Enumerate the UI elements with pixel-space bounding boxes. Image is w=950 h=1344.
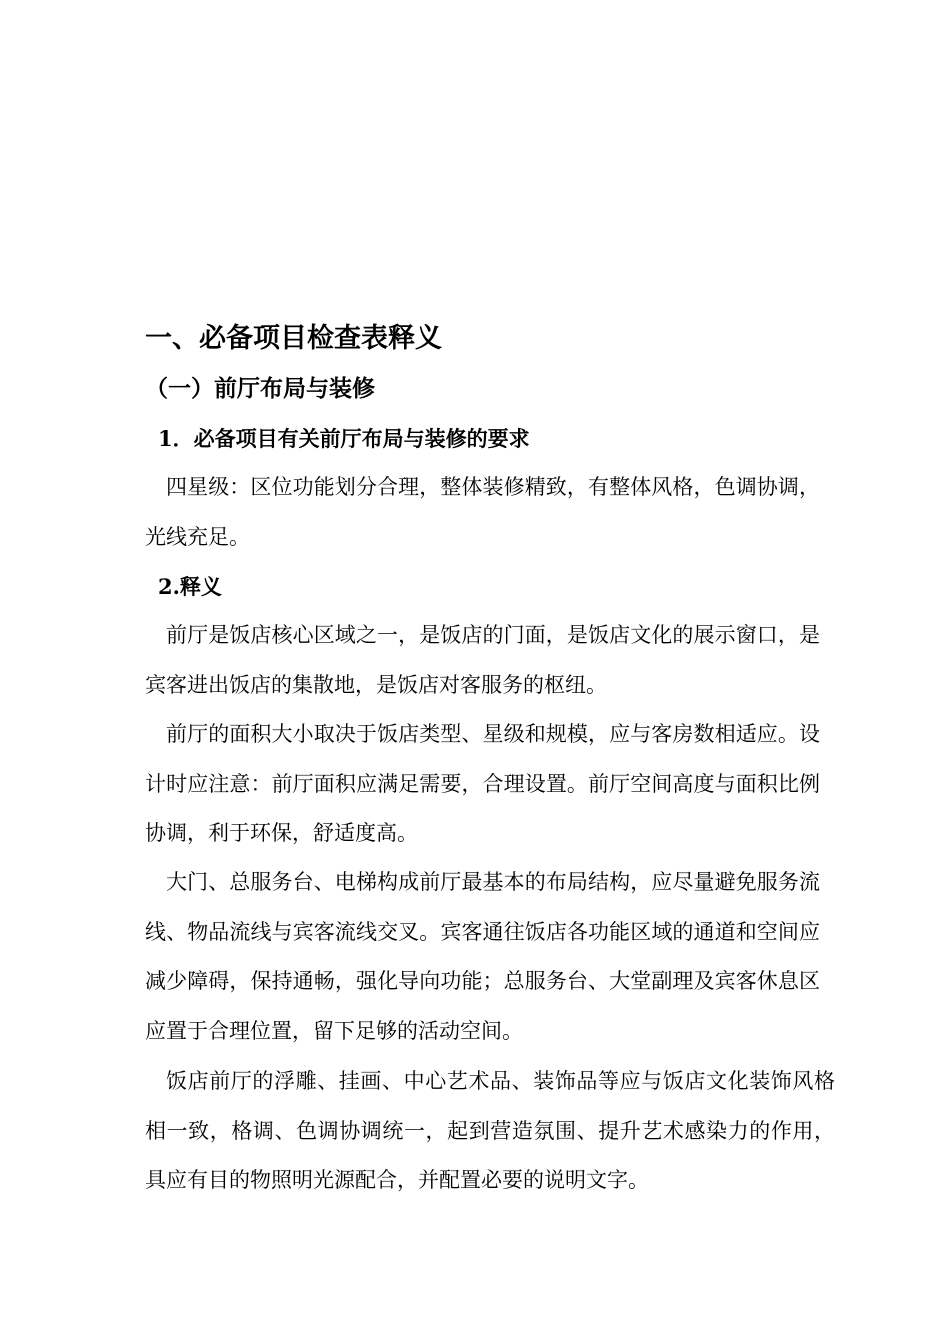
- paragraph-1: 前厅是饭店核心区域之一，是饭店的门面，是饭店文化的展示窗口，是宾客进出饭店的集散地，是饭店对客服务的枢纽。: [145, 623, 820, 697]
- paragraph-2: 前厅的面积大小取决于饭店类型、星级和规模，应与客房数相适应。设计时应注意：前厅面积应满足需要，合理设置。前厅空间高度与面积比例协调，利于环保，舒适度高。: [145, 722, 820, 845]
- item1-heading: 1．必备项目有关前厅布局与装修的要求: [158, 426, 530, 451]
- section-title: 一、必备项目检查表释义: [145, 323, 442, 354]
- subsection-title: （一）前厅布局与装修: [145, 375, 375, 402]
- item1-paragraph: 四星级：区位功能划分合理，整体装修精致，有整体风格，色调协调，光线充足。: [145, 475, 820, 549]
- paragraph-3: 大门、总服务台、电梯构成前厅最基本的布局结构，应尽量避免服务流线、物品流线与宾客流线交叉。宾客通往饭店各功能区域的通道和空间应减少障碍，保持通畅，强化导向功能；总服务台、大堂副理及宾客休息区应置于合理位置，留下足够的活动空间。: [145, 870, 820, 1043]
- paragraph-4: 饭店前厅的浮雕、挂画、中心艺术品、装饰品等应与饭店文化装饰风格相一致，格调、色调协调统一，起到营造氛围、提升艺术感染力的作用，具应有目的物照明光源配合，并配置必要的说明文字。: [145, 1069, 835, 1192]
- item2-heading: 2.释义: [158, 574, 222, 599]
